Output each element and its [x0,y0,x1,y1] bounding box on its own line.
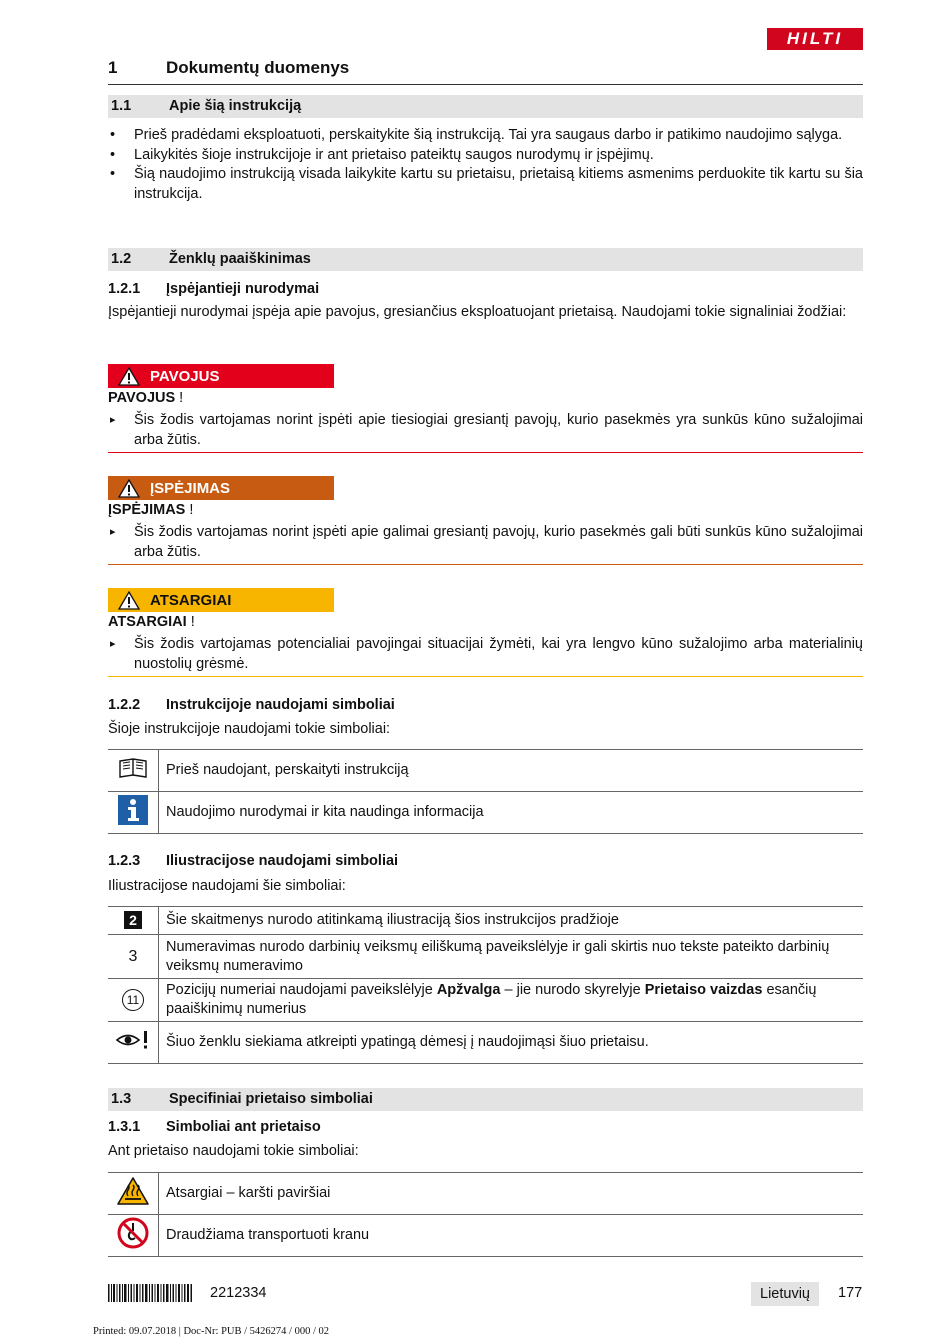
barcode-icon [108,1284,192,1302]
section-title: Simboliai ant prietaiso [166,1119,321,1135]
figure-number: 2 [124,911,142,929]
warning-signal-box [108,476,334,500]
position-number-icon [108,979,159,1022]
symbol-description: Šiuo ženklu siekiama atkreipti ypatingą dėmesį į naudojimąsi šiuo prietaisu. [159,1022,864,1064]
section-number: 1.2 [111,251,132,267]
subsection-heading-1-2-1 [108,281,319,297]
warning-triangle-icon [108,367,150,386]
section-number: 1.2.2 [108,697,141,713]
list-item: ▸ Šis žodis vartojamas potencialiai pavojingai situacijai žymėti, kai yra lengvo kūno sužalojimo arba materialinių nuostolių grėsmė. [108,635,863,674]
symbol-description: Draudžiama transportuoti kranu [159,1215,864,1257]
eye-attention-icon [108,1022,159,1064]
section-number: 1.3 [111,1091,132,1107]
section-title: Dokumentų duomenys [166,58,350,77]
figure-number-icon [108,907,159,935]
list-item: • Laikykitės šioje instrukcijoje ir ant prietaiso pateiktų saugos nurodymų ir įspėjimų. [108,146,863,166]
list-item: • Prieš pradėdami eksploatuoti, perskaitykite šią instrukciją. Tai yra saugaus darbo ir patikimo naudojimo sąlyga. [108,126,863,146]
signal-word [108,502,193,518]
paragraph: Įspėjantieji nurodymai įspėja apie pavojus, gresiančius eksploatuojant prietaisą. Naudojami tokie signaliniai žodžiai: [108,304,847,320]
table-row [108,907,863,935]
step-number: 3 [128,947,138,965]
table-row [108,750,863,792]
signal-word-bold: ĮSPĖJIMAS [108,502,186,518]
section-heading-1-1 [108,95,863,118]
table-row [108,1173,863,1215]
text-part: – jie nurodo skyrelyje [500,982,645,998]
table-row [108,935,863,979]
signal-label: ATSARGIAI [150,591,232,609]
language-tab: Lietuvių [751,1282,819,1306]
device-symbols-table [108,1172,863,1257]
warning-triangle-icon [108,591,150,610]
instruction-bullets [108,126,863,204]
table-row [108,979,863,1022]
section-title: Ženklų paaiškinimas [169,251,311,267]
document-code: 2212334 [210,1285,267,1301]
text-part: Pozicijų numeriai naudojami paveikslėlyje [166,982,437,998]
hilti-logo: HILTI [767,28,863,50]
text-part: esančių paaiškinimų numerius [166,982,817,1017]
signal-excl: ! [186,614,195,630]
symbol-description: Prieš naudojant, perskaityti instrukciją [159,750,864,792]
danger-rule [108,452,863,453]
signal-word-bold: ATSARGIAI [108,614,187,630]
section-title: Apie šią instrukciją [169,98,302,114]
signal-description [108,635,863,674]
symbol-description: Šie skaitmenys nurodo atitinkamą iliustraciją šios instrukcijos pradžioje [159,907,864,935]
danger-signal-box [108,364,334,388]
hot-surface-icon [108,1173,159,1215]
print-info: Printed: 09.07.2018 | Doc-Nr: PUB / 5426274 / 000 / 02 [93,1326,330,1337]
page-number: 177 [838,1285,863,1301]
symbol-description: Naudojimo nurodymai ir kita naudinga informacija [159,792,864,834]
section-title: Įspėjantieji nurodymai [166,281,320,297]
signal-description [108,523,863,562]
signal-word [108,390,183,406]
paragraph: Ant prietaiso naudojami tokie simboliai: [108,1143,359,1159]
section-heading-1-3 [108,1088,863,1111]
subsection-heading-1-2-2 [108,697,395,713]
signal-label: PAVOJUS [150,367,220,385]
text-bold: Apžvalga [436,982,501,998]
warning-rule [108,564,863,565]
paragraph: Šioje instrukcijoje naudojami tokie simboliai: [108,721,391,737]
symbol-description [159,979,864,1022]
signal-excl: ! [185,502,194,518]
paragraph: Iliustracijose naudojami šie simboliai: [108,878,346,894]
subsection-heading-1-3-1 [108,1119,321,1135]
table-row [108,1215,863,1257]
signal-excl: ! [175,390,184,406]
signal-word [108,614,195,630]
signal-description [108,411,863,450]
section-heading-1 [108,58,863,85]
table-row [108,1022,863,1064]
section-number: 1.3.1 [108,1119,141,1135]
step-number-icon [108,935,159,979]
section-title: Iliustracijose naudojami simboliai [166,853,399,869]
list-item: • Šią naudojimo instrukciją visada laikykite kartu su prietaisu, prietaisą kitiems asmenims perduokite tik kartu su šia instrukcija. [108,165,863,204]
symbol-description: Atsargiai – karšti paviršiai [159,1173,864,1215]
table-row [108,792,863,834]
subsection-heading-1-2-3 [108,853,398,869]
section-number: 1.2.1 [108,281,141,297]
caution-signal-box [108,588,334,612]
list-item: ▸ Šis žodis vartojamas norint įspėti apie galimai gresiantį pavojų, kurio pasekmės gali būti sunkūs kūno sužalojimai arba žūtis. [108,523,863,562]
section-number: 1.1 [111,98,132,114]
position-number: 11 [122,989,144,1011]
illustration-symbols-table [108,906,863,1064]
signal-word-bold: PAVOJUS [108,390,176,406]
section-number: 1 [108,58,118,77]
section-title: Instrukcijoje naudojami simboliai [166,697,395,713]
section-number: 1.2.3 [108,853,141,869]
caution-rule [108,676,863,677]
signal-label: ĮSPĖJIMAS [150,479,231,497]
section-heading-1-2 [108,248,863,271]
info-icon [108,792,159,834]
instruction-symbols-table [108,749,863,834]
warning-triangle-icon [108,479,150,498]
symbol-description: Numeravimas nurodo darbinių veiksmų eiliškumą paveikslėlyje ir gali skirtis nuo tekste pateikto darbinių veiksmų numeravimo [159,935,864,979]
text-bold: Prietaiso vaizdas [644,982,763,998]
list-item: ▸ Šis žodis vartojamas norint įspėti apie tiesiogiai gresiantį pavojų, kurio pasekmės yra sunkūs kūno sužalojimai arba žūtis. [108,411,863,450]
book-icon [108,750,159,792]
section-title: Specifiniai prietaiso simboliai [169,1091,373,1107]
no-crane-icon [108,1215,159,1257]
